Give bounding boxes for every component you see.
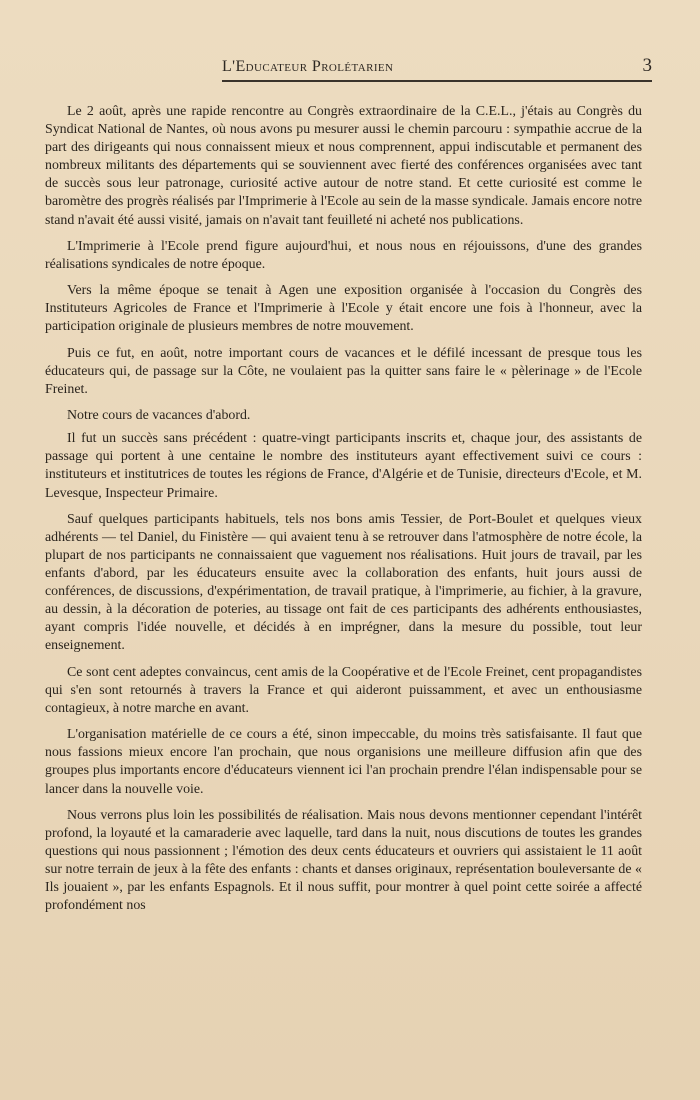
paragraph: Sauf quelques participants habituels, tels nos bons amis Tessier, de Port-Boulet et quelques vieux adhérents — tel Daniel, du Finistère — qui avaient tenu à se retrouver dans l'atmosphère de notre école, la plupart de nos participants ne connaissaient que vaguement nos réalisations. Huit jours de travail, par les enfants d'abord, par les éducateurs ensuite avec la collaboration des enfants, huit jours aussi de conférences, de discussions, d'expérimentation, de travail pratique, à l'imprimerie, au fichier, à la gravure, au dessin, à la décoration de poteries, au tissage ont fait de ces participants des adhérents enthousiastes, ayant compris l'idée nouvelle, et décidés à en imprégner, dans la mesure du possible, tout leur enseignement.	[45, 511, 642, 654]
paragraph: Vers la même époque se tenait à Agen une exposition organisée à l'occasion du Congrès des Instituteurs Agricoles de France et l'Imprimerie à l'Ecole y était encore une fois à l'honneur, avec la participation originale de plusieurs membres de notre mouvement.	[45, 283, 642, 335]
running-header	[222, 55, 652, 82]
paragraph: Le 2 août, après une rapide rencontre au Congrès extraordinaire de la C.E.L., j'étais au Congrès du Syndicat National de Nantes, où nous avons pu mesurer aussi le chemin parcouru : sympathie accrue de la part des dirigeants qui nous connaissent mieux et nous comprennent, appui indiscutable et permanent des nombreux militants des départements qui se souviennent avec fierté des conférences organisées avec tant de succès sous leur patronage, curiosité active autour de notre stand. Et cette curiosité est comme le baromètre des progrès réalisés par l'Imprimerie à l'Ecole au sein de la masse syndicale. Jamais encore notre stand n'avait été aussi visité, jamais on n'avait tant feuilleté ni acheté nos publications.	[45, 104, 642, 228]
page-number: 3	[642, 55, 652, 76]
paragraph: Puis ce fut, en août, notre important cours de vacances et le défilé incessant de presque tous les éducateurs qui, de passage sur la Côte, ne voulaient pas la quitter sans faire le « pèlerinage » de l'Ecole Freinet.	[45, 345, 642, 397]
paragraph: L'organisation matérielle de ce cours a été, sinon impeccable, du moins très satisfaisante. Il faut que nous fassions mieux encore l'an prochain, que nous organisions une meilleure diffusion afin que des groupes plus importants encore d'éducateurs viennent ici l'an prochain prendre l'élan indispensable pour se lancer dans la nouvelle voie.	[45, 727, 642, 797]
paragraph: Il fut un succès sans précédent : quatre-vingt participants inscrits et, chaque jour, des assistants de passage qui portent à une centaine le nombre des instituteurs ayant effectivement suivi ce cours : instituteurs et institutrices de toutes les régions de France, d'Algérie et de Tunisie, directeurs d'Ecole, et M. Levesque, Inspecteur Primaire.	[45, 431, 642, 501]
article-body	[45, 103, 642, 924]
paragraph: Ce sont cent adeptes convaincus, cent amis de la Coopérative et de l'Ecole Freinet, cent propagandistes qui s'en sont retournés à travers la France et qui aideront puissamment, et avec un enthousiasme contagieux, à notre marche en avant.	[45, 664, 642, 716]
journal-title: L'Educateur Prolétarien	[222, 58, 394, 75]
paragraph: Nous verrons plus loin les possibilités de réalisation. Mais nous devons mentionner cependant l'intérêt profond, la loyauté et la camaraderie avec laquelle, tard dans la nuit, nous discutions de toutes les grandes questions qui nous passionnent ; l'émotion des deux cents éducateurs et ouvriers qui assistaient le 11 août sur notre terrain de jeux à la fête des enfants : chants et danses originaux, représentation bouleversante de « Ils jouaient », par les enfants Espagnols. Et il nous suffit, pour montrer à quel point cette soirée a affecté profondément nos	[45, 807, 642, 914]
header-rule	[222, 80, 652, 82]
paragraph: Notre cours de vacances d'abord.	[67, 408, 251, 424]
paragraph: L'Imprimerie à l'Ecole prend figure aujourd'hui, et nous nous en réjouissons, d'une des grandes réalisations syndicales de notre époque.	[45, 238, 642, 272]
